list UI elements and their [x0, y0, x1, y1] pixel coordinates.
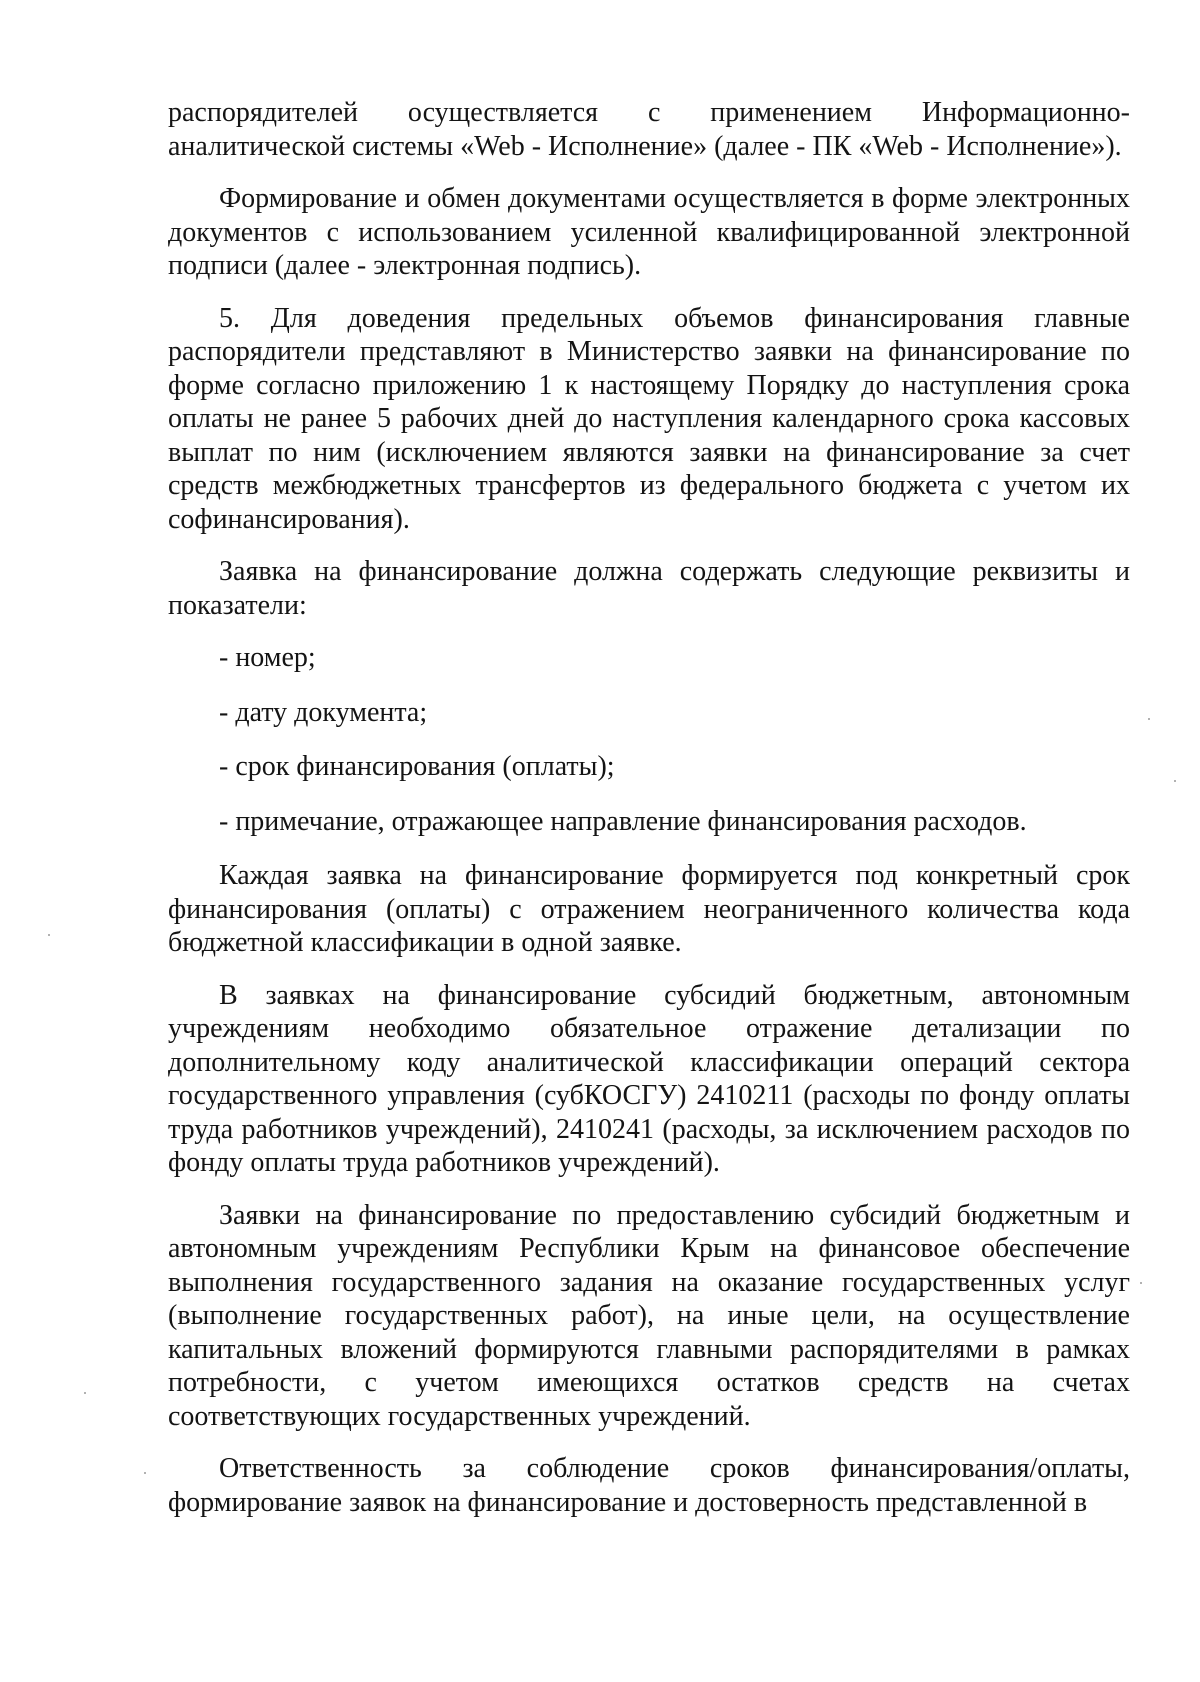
list-item-number: - номер;: [219, 642, 316, 673]
scan-speck: [1174, 780, 1176, 782]
scan-speck: [144, 1472, 146, 1474]
scan-speck: [48, 934, 50, 936]
list-item-term: - срок финансирования (оплаты);: [219, 751, 615, 782]
paragraph-5: Каждая заявка на финансирование формируется под конкретный срок финансирования (оплаты) с отражением неограниченного количества кода бюджетной классификации в одной заявке.: [168, 860, 1130, 958]
scan-speck: [1140, 1282, 1142, 1284]
paragraph-3: 5. Для доведения предельных объемов финансирования главные распорядители представляют в Министерство заявки на финансирование по форме согласно приложению 1 к настоящему Порядку до наступления срока оплаты не ранее 5 рабочих дней до наступления календарного срока кассовых выплат по ним (исключением являются заявки на финансирование за счет средств межбюджетных трансфертов из федерального бюджета с учетом их софинансирования).: [168, 302, 1130, 535]
list-item-note: - примечание, отражающее направление финансирования расходов.: [219, 805, 1027, 837]
scan-speck: [1148, 718, 1150, 720]
paragraph-2: Формирование и обмен документами осуществляется в форме электронных документов с использованием усиленной квалифицированной электронной подписи (далее - электронная подпись).: [168, 183, 1130, 281]
paragraph-1: распорядителей осуществляется с применением Информационно-аналитической системы «Web - Исполнение» (далее - ПК «Web - Исполнение»).: [168, 97, 1130, 162]
paragraph-7: Заявки на финансирование по предоставлению субсидий бюджетным и автономным учреждениям Республики Крым на финансовое обеспечение выполнения государственного задания на оказание государственных услуг (выполнение государственных работ), на иные цели, на осуществление капитальных вложений формируются главными распорядителями в рамках потребности, с учетом имеющихся остатков средств на счетах соответствующих государственных учреждений.: [168, 1199, 1130, 1432]
scan-speck: [84, 1392, 86, 1394]
paragraph-4: Заявка на финансирование должна содержать следующие реквизиты и показатели:: [168, 556, 1130, 621]
paragraph-6: В заявках на финансирование субсидий бюджетным, автономным учреждениям необходимо обязательное отражение детализации по дополнительному коду аналитической классификации операций сектора государственного управления (субКОСГУ) 2410211 (расходы по фонду оплаты труда работников учреждений), 2410241 (расходы, за исключением расходов по фонду оплаты труда работников учреждений).: [168, 979, 1130, 1178]
paragraph-8: Ответственность за соблюдение сроков финансирования/оплаты, формирование заявок на финансирование и достоверность представленной в: [168, 1453, 1130, 1518]
list-item-date: - дату документа;: [219, 696, 428, 728]
document-body: [168, 96, 1130, 1538]
